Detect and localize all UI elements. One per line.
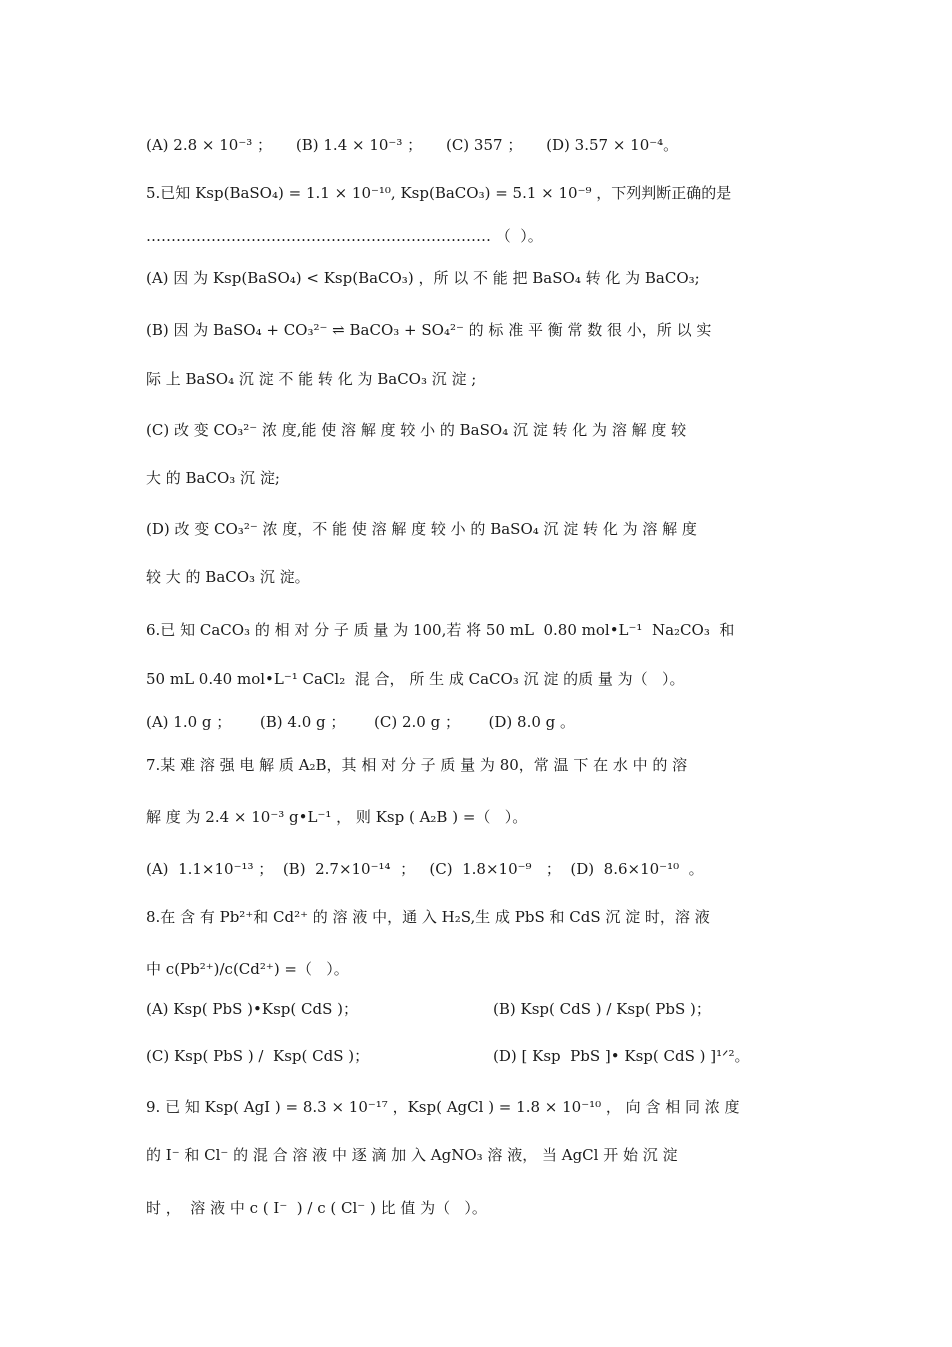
q8-option-b: (B) Ksp( CdS ) / Ksp( PbS )；: [493, 1000, 711, 1018]
q9-stem-line3: 时 ， 溶 液 中 c ( I⁻ ) / c ( Cl⁻ ) 比 值 为（ ）。: [146, 1199, 487, 1217]
q7-options: (A) 1.1×10⁻¹³ ； (B) 2.7×10⁻¹⁴ ； (C) 1.8×10⁻⁹ ； (D) 8.6×10⁻¹⁰ 。: [146, 860, 704, 878]
q5-option-a: (A) 因 为 Ksp(BaSO₄) < Ksp(BaCO₃) ，所 以 不 能 把 BaSO₄ 转 化 为 BaCO₃;: [146, 269, 700, 287]
q5-option-c-line2: 大 的 BaCO₃ 沉 淀;: [146, 469, 280, 487]
q5-stem: 5.已知 Ksp(BaSO₄) = 1.1 × 10⁻¹⁰, Ksp(BaCO₃) = 5.1 × 10⁻⁹ ，下列判断正确的是: [146, 184, 732, 202]
q8-option-a: (A) Ksp( PbS )•Ksp( CdS )；: [146, 1000, 358, 1018]
q5-option-b-line1: (B) 因 为 BaSO₄ + CO₃²⁻ ⇌ BaCO₃ + SO₄²⁻ 的 标 准 平 衡 常 数 很 小，所 以 实: [146, 321, 712, 339]
q8-option-d: (D) [ Ksp PbS ]• Ksp( CdS ) ]¹ᐟ²。: [493, 1047, 750, 1065]
q5-blank: …………………………………………………………… （ ）。: [146, 227, 543, 245]
q5-option-b-line2: 际 上 BaSO₄ 沉 淀 不 能 转 化 为 BaCO₃ 沉 淀 ;: [146, 370, 477, 388]
q5-option-d-line2: 较 大 的 BaCO₃ 沉 淀。: [146, 568, 310, 586]
q6-stem-line2: 50 mL 0.40 mol•L⁻¹ CaCl₂ 混 合， 所 生 成 CaCO₃ 沉 淀 的质 量 为（ ）。: [146, 670, 685, 688]
q6-stem-line1: 6.已 知 CaCO₃ 的 相 对 分 子 质 量 为 100,若 将 50 mL 0.80 mol•L⁻¹ Na₂CO₃ 和: [146, 621, 735, 639]
q9-stem-line2: 的 I⁻ 和 Cl⁻ 的 混 合 溶 液 中 逐 滴 加 入 AgNO₃ 溶 液， 当 AgCl 开 始 沉 淀: [146, 1146, 678, 1164]
q8-stem-line1: 8.在 含 有 Pb²⁺和 Cd²⁺ 的 溶 液 中，通 入 H₂S,生 成 PbS 和 CdS 沉 淀 时，溶 液: [146, 908, 710, 926]
q8-option-c: (C) Ksp( PbS ) / Ksp( CdS )；: [146, 1047, 370, 1065]
q7-stem-line1: 7.某 难 溶 强 电 解 质 A₂B，其 相 对 分 子 质 量 为 80，常 温 下 在 水 中 的 溶: [146, 756, 688, 774]
q5-option-c-line1: (C) 改 变 CO₃²⁻ 浓 度,能 使 溶 解 度 较 小 的 BaSO₄ 沉 淀 转 化 为 溶 解 度 较: [146, 421, 687, 439]
q4-options: (A) 2.8 × 10⁻³ ； (B) 1.4 × 10⁻³ ； (C) 357 ； (D) 3.57 × 10⁻⁴。: [146, 136, 679, 154]
q7-stem-line2: 解 度 为 2.4 × 10⁻³ g•L⁻¹ ， 则 Ksp ( A₂B ) =（ ）。: [146, 808, 528, 826]
q9-stem-line1: 9. 已 知 Ksp( AgI ) = 8.3 × 10⁻¹⁷ ，Ksp( AgCl ) = 1.8 × 10⁻¹⁰ ， 向 含 相 同 浓 度: [146, 1098, 740, 1116]
q6-options: (A) 1.0 g ； (B) 4.0 g ； (C) 2.0 g ； (D) 8.0 g 。: [146, 713, 576, 731]
q8-stem-line2: 中 c(Pb²⁺)/c(Cd²⁺) =（ ）。: [146, 960, 349, 978]
q5-option-d-line1: (D) 改 变 CO₃²⁻ 浓 度，不 能 使 溶 解 度 较 小 的 BaSO₄ 沉 淀 转 化 为 溶 解 度: [146, 520, 697, 538]
